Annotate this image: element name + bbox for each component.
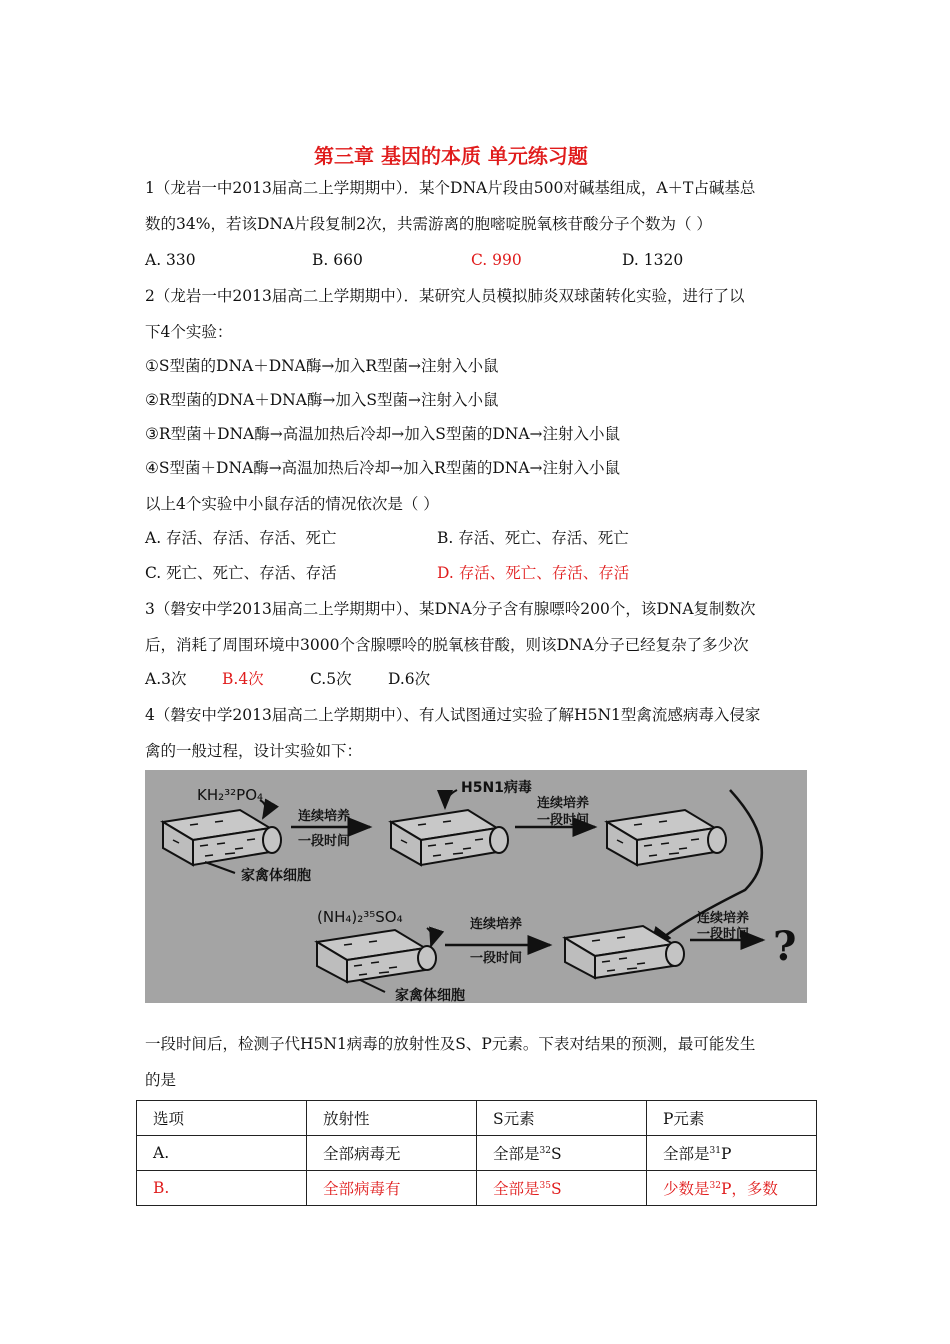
row-b-radioactivity: 全部病毒有 — [307, 1171, 477, 1206]
q1-option-c: C. 990 — [471, 251, 522, 269]
question-mark: ? — [773, 923, 797, 970]
cell-label-1: 家禽体细胞 — [241, 868, 311, 884]
header-radioactivity: 放射性 — [307, 1101, 477, 1136]
row-a-p-element: 全部是$^{31}$P — [647, 1136, 817, 1171]
q3-option-a: A.3次 — [145, 670, 187, 688]
row-b-p-element: 少数是$^{32}$P，多数 — [647, 1171, 817, 1206]
q3-option-d: D.6次 — [388, 670, 431, 688]
h5n1-label: H5N1病毒 — [461, 780, 532, 796]
kh2po4-label: KH₂³²PO₄ — [197, 786, 264, 804]
row-b-s-element: 全部是$^{35}$S — [477, 1171, 647, 1206]
row-a-option: A. — [137, 1136, 307, 1171]
arrow4-label-top: 连续培养 — [697, 911, 750, 926]
q2-option-b: B. 存活、死亡、存活、死亡 — [437, 529, 629, 547]
cell-label-2: 家禽体细胞 — [395, 988, 465, 1003]
header-p-element: P元素 — [647, 1101, 817, 1136]
arrow4-label-bottom: 一段时间 — [697, 927, 750, 942]
q1-line1: 1（龙岩一中2013届高二上学期期中）．某个DNA片段由500对碱基组成，A＋T占碱基总 — [145, 179, 756, 197]
q2-experiment-2: ②R型菌的DNA＋DNA酶→加入S型菌→注射入小鼠 — [145, 391, 499, 409]
q2-line2: 下4个实验： — [145, 323, 233, 341]
q4-line2: 禽的一般过程，设计实验如下： — [145, 742, 363, 760]
cell-block-4 — [317, 930, 436, 982]
header-s-element: S元素 — [477, 1101, 647, 1136]
row-a-radioactivity: 全部病毒无 — [307, 1136, 477, 1171]
cell-block-2 — [391, 810, 508, 865]
page-title: 第三章 基因的本质 单元练习题 — [314, 144, 588, 168]
arrow3-label-bottom: 一段时间 — [470, 951, 523, 966]
arrow1-label-top: 连续培养 — [298, 809, 351, 824]
arrow1-label-bottom: 一段时间 — [298, 834, 351, 849]
prediction-table — [136, 1100, 817, 1206]
arrow2-label-bottom: 一段时间 — [537, 813, 590, 828]
arrow3-label-top: 连续培养 — [470, 917, 523, 932]
q4-line1: 4（磐安中学2013届高二上学期期中）、有人试图通过实验了解H5N1型禽流感病毒入侵家 — [145, 706, 761, 724]
row-a-s-element: 全部是$^{32}$S — [477, 1136, 647, 1171]
q2-option-a: A. 存活、存活、存活、死亡 — [145, 529, 337, 547]
row-b-option: B. — [137, 1171, 307, 1206]
q3-line2: 后，消耗了周围环境中3000个含腺嘌呤的脱氧核苷酸，则该DNA分子已经复杂了多少次 — [145, 636, 749, 654]
experiment-diagram — [145, 770, 807, 1003]
q2-option-c: C. 死亡、死亡、存活、存活 — [145, 564, 337, 582]
q2-experiment-3: ③R型菌＋DNA酶→高温加热后冷却→加入S型菌的DNA→注射入小鼠 — [145, 425, 621, 443]
nh4so4-label: (NH₄)₂³⁵SO₄ — [317, 908, 403, 926]
q3-option-c: C.5次 — [310, 670, 352, 688]
cell-block-3 — [607, 810, 726, 865]
q4-after-line2: 的是 — [145, 1071, 177, 1089]
q2-line1: 2（龙岩一中2013届高二上学期期中）．某研究人员模拟肺炎双球菌转化实验，进行了以 — [145, 287, 745, 305]
q2-option-d: D. 存活、死亡、存活、存活 — [437, 564, 630, 582]
table-row — [137, 1136, 817, 1171]
q1-option-b: B. 660 — [312, 251, 363, 269]
q2-experiment-4: ④S型菌＋DNA酶→高温加热后冷却→加入R型菌的DNA→注射入小鼠 — [145, 459, 621, 477]
q1-line2: 数的34%，若该DNA片段复制2次，共需游离的胞嘧啶脱氧核苷酸分子个数为（ ） — [145, 215, 712, 233]
q2-experiment-1: ①S型菌的DNA＋DNA酶→加入R型菌→注射入小鼠 — [145, 357, 499, 375]
q3-line1: 3（磐安中学2013届高二上学期期中）、某DNA分子含有腺嘌呤200个，该DNA复制数次 — [145, 600, 756, 618]
experiment-figure — [145, 770, 807, 1003]
cell-block-1 — [163, 810, 281, 865]
q1-option-d: D. 1320 — [622, 251, 684, 269]
q1-option-a: A. 330 — [145, 251, 196, 269]
header-option: 选项 — [137, 1101, 307, 1136]
arrow2-label-top: 连续培养 — [537, 796, 590, 811]
q3-option-b: B.4次 — [222, 670, 264, 688]
table-row — [137, 1171, 817, 1206]
q4-after-line1: 一段时间后，检测子代H5N1病毒的放射性及S、P元素。下表对结果的预测，最可能发生 — [145, 1035, 756, 1053]
q2-question: 以上4个实验中小鼠存活的情况依次是（ ） — [145, 495, 439, 513]
table-header-row — [137, 1101, 817, 1136]
